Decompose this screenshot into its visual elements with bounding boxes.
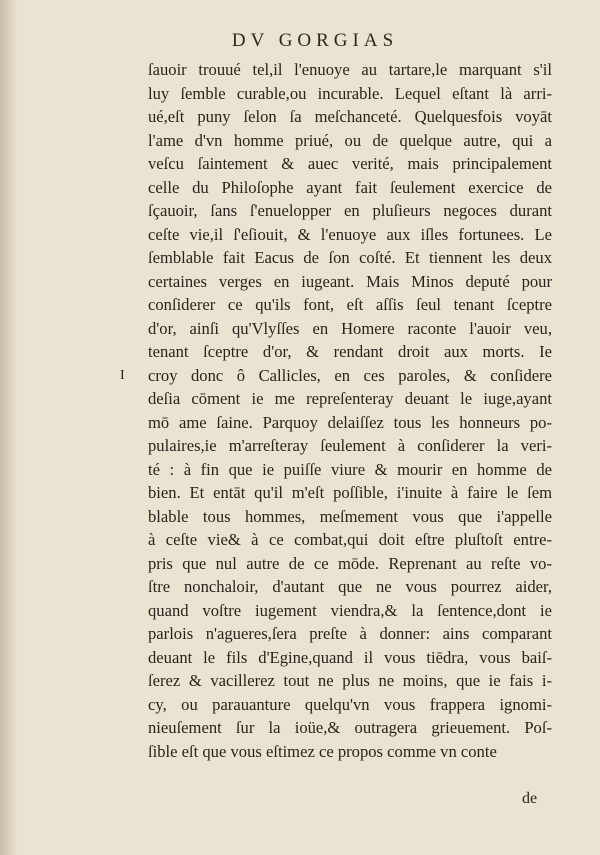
text-line: deuant le fils d'Egine,quand il vous tiēdra, vous baiſ- <box>148 647 552 667</box>
text-line: cy, ou parauanture quelqu'vn vous frappera ignomi- <box>148 694 552 714</box>
text-line: deſia cōment ie me repreſenteray deuant le iuge,ayant <box>148 389 552 408</box>
text-line: ſçauoir, ſans ſ'enuelopper en pluſieurs negoces durant <box>148 201 552 220</box>
text-line: ué,eſt puny ſelon ſa meſchanceté. Quelquesfois voyāt <box>148 107 552 126</box>
text-line: ſauoir trouué tel,il l'enuoye au tartare,le marquant s'il <box>148 60 552 79</box>
text-line: pulaires,ie m'arreſteray ſeulement à conſiderer la veri- <box>148 436 552 455</box>
text-line: conſiderer ce qu'ils font, eſt aſſis ſeul tenant ſceptre <box>148 295 552 314</box>
text-line: mō ame ſaine. Parquoy delaiſſez tous les honneurs po- <box>148 412 552 432</box>
margin-note: I <box>120 367 125 383</box>
text-line: ſible eſt que vous eſtimez ce propos comme vn conte <box>148 741 497 761</box>
text-line: luy ſemble curable,ou incurable. Lequel eſtant là arri- <box>148 83 552 103</box>
text-line: celle du Philoſophe ayant fait ſeulement exercice de <box>148 177 552 197</box>
text-line: l'ame d'vn homme priué, ou de quelque autre, qui a <box>148 130 552 150</box>
running-head: DV GORGIAS <box>231 30 399 51</box>
text-line: veſcu ſaintement & auec verité, mais principalement <box>148 154 552 173</box>
text-line: ſemblable fait Eacus de ſon coſté. Et tiennent les deux <box>148 248 552 267</box>
text-line: té : à fin que ie puiſſe viure & mourir en homme de <box>148 459 552 479</box>
text-line: quand voſtre iugement viendra,& la ſentence,dont ie <box>148 600 552 620</box>
text-line: tenant ſceptre d'or, & rendant droit aux morts. Ie <box>148 342 552 361</box>
text-line: croy donc ô Callicles, en ces paroles, & conſidere <box>148 365 552 385</box>
text-line: d'or, ainſi qu'Vlyſſes en Homere raconte l'auoir veu, <box>148 318 552 338</box>
text-line: nieuſement ſur la ioüe,& outragera grieuement. Poſ- <box>148 718 552 737</box>
text-line: pris que nul autre de ce mōde. Reprenant au reſte vo- <box>148 553 552 573</box>
text-line: ſtre nonchaloir, d'autant que ne vous pourrez aider, <box>148 577 552 596</box>
text-line: ſerez & vacillerez tout ne plus ne moins, que ie fais i- <box>148 671 552 690</box>
text-line: blable tous hommes, meſmement vous que i'appelle <box>148 506 552 526</box>
catchword: de <box>522 790 538 807</box>
text-line: certaines verges en iugeant. Mais Minos deputé pour <box>148 271 552 291</box>
text-line: parlois n'agueres,ſera preſte à donner: ains comparant <box>148 624 552 643</box>
text-line: bien. Et entāt qu'il m'eſt poſſible, i'inuite à faire le ſem <box>148 483 552 502</box>
text-line: ceſte vie,il ſ'eſiouit, & l'enuoye aux iſles fortunees. Le <box>148 224 552 244</box>
text-line: à ceſte vie& à ce combat,qui doit eſtre pluſtoſt entre- <box>148 530 552 549</box>
